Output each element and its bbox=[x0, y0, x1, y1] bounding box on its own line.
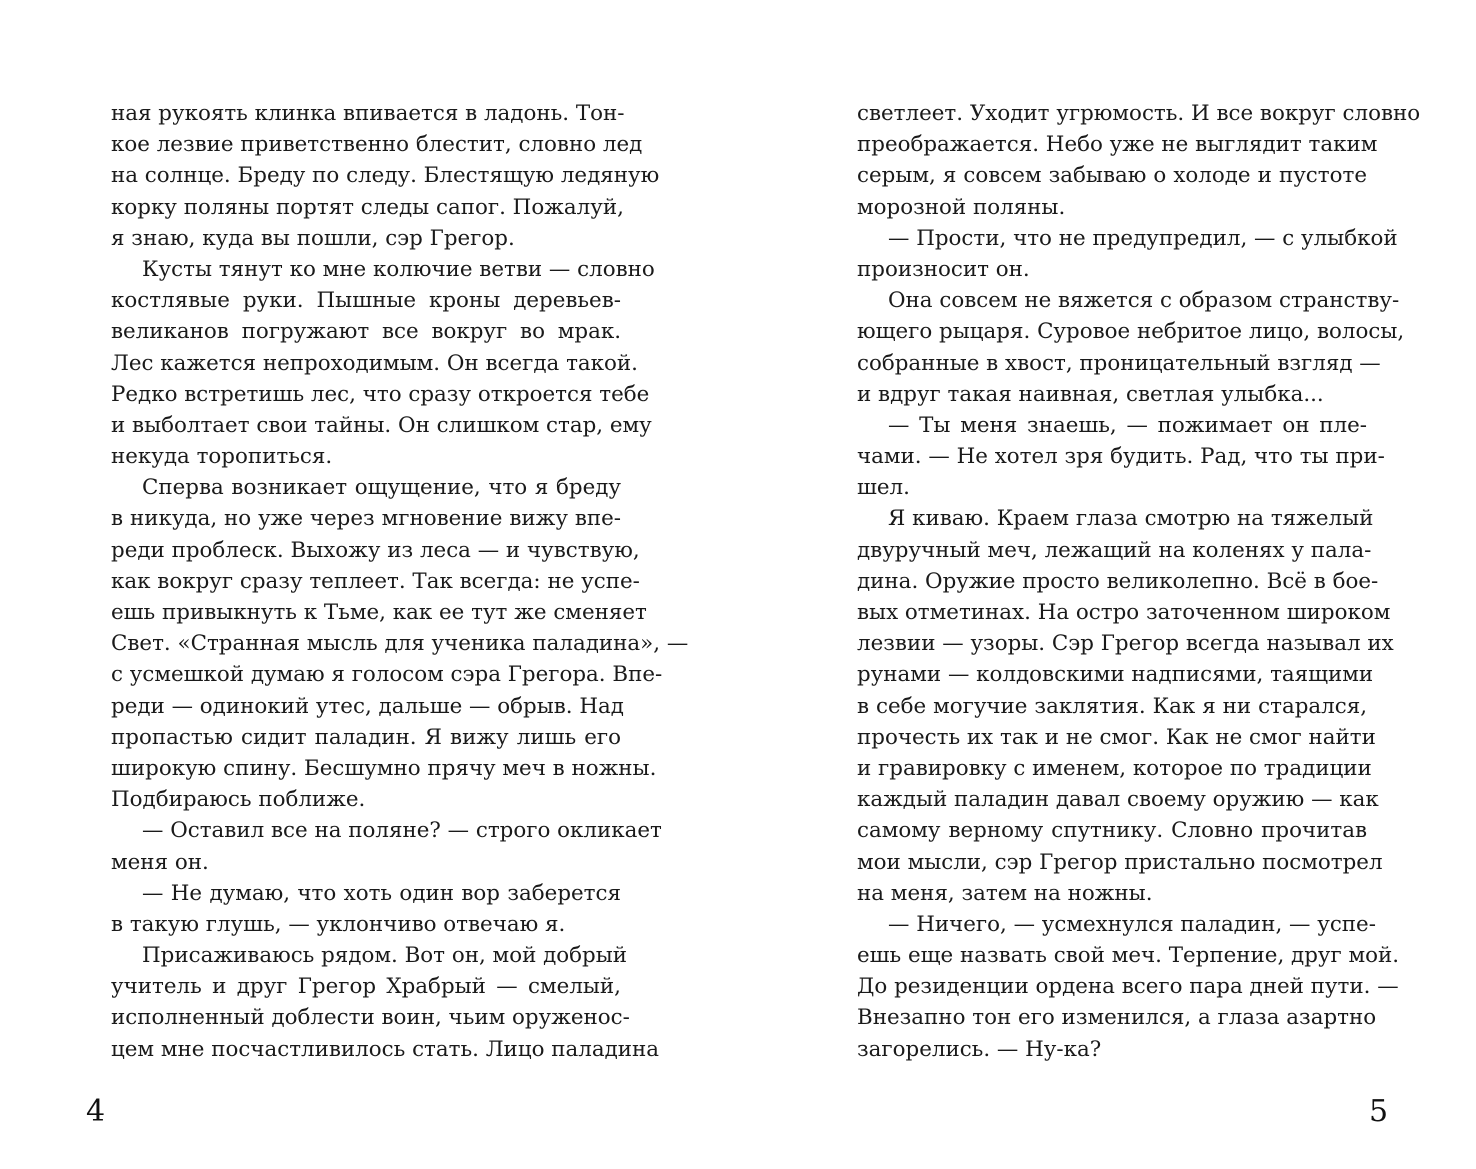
text-line: преображается. Небо уже не выглядит таким bbox=[857, 132, 1378, 158]
right-page-text bbox=[857, 98, 1421, 1065]
text-line: морозной поляны. bbox=[857, 194, 1066, 220]
text-line: некуда торопиться. bbox=[111, 444, 333, 470]
text-line: чами. — Не хотел зря будить. Рад, что ты при- bbox=[857, 444, 1385, 470]
text-line: Присаживаюсь рядом. Вот он, мой добрый bbox=[142, 943, 628, 969]
text-line: учитель и друг Грегор Храбрый — смелый, bbox=[111, 974, 621, 1000]
text-line: кое лезвие приветственно блестит, словно лед bbox=[111, 132, 643, 158]
text-line: мои мысли, сэр Грегор пристально посмотрел bbox=[857, 849, 1383, 875]
text-line: корку поляны портят следы сапог. Пожалуй, bbox=[111, 194, 624, 220]
text-line: в такую глушь, — уклончиво отвечаю я. bbox=[111, 911, 566, 937]
text-line: великанов погружают все вокруг во мрак. bbox=[111, 319, 621, 345]
text-line: вых отметинах. На остро заточенном широком bbox=[857, 600, 1391, 625]
text-line: в себе могучие заклятия. Как я ни старался, bbox=[857, 693, 1367, 719]
text-line: — Ты меня знаешь, — пожимает он пле- bbox=[888, 412, 1367, 438]
text-line: реди — одинокий утес, дальше — обрыв. Над bbox=[111, 693, 624, 719]
text-line: — Ничего, — усмехнулся паладин, — успе- bbox=[888, 911, 1376, 937]
page-number-left: 4 bbox=[86, 1094, 106, 1129]
text-line: Кусты тянут ко мне колючие ветви — словно bbox=[142, 256, 655, 282]
text-line: Она совсем не вяжется с образом странству- bbox=[888, 288, 1400, 314]
text-line: я знаю, куда вы пошли, сэр Грегор. bbox=[111, 225, 515, 251]
text-line: в никуда, но уже через мгновение вижу впе- bbox=[111, 506, 621, 532]
text-line: рунами — колдовскими надписями, таящими bbox=[857, 662, 1374, 688]
text-line: ная рукоять клинка впивается в ладонь. Тон- bbox=[111, 101, 625, 126]
text-line: произносит он. bbox=[857, 256, 1030, 282]
text-line: самому верному спутнику. Словно прочитав bbox=[857, 818, 1367, 844]
text-line: загорелись. — Ну-ка? bbox=[857, 1036, 1102, 1062]
text-line: Подбираюсь поближе. bbox=[111, 787, 366, 813]
text-line: Я киваю. Краем глаза смотрю на тяжелый bbox=[888, 506, 1374, 532]
text-line: Лес кажется непроходимым. Он всегда такой. bbox=[111, 350, 638, 376]
text-line: и гравировку с именем, которое по традиции bbox=[857, 755, 1372, 781]
text-line: пропастью сидит паладин. Я вижу лишь его bbox=[111, 724, 621, 750]
text-line: — Прости, что не предупредил, — с улыбкой bbox=[888, 225, 1398, 251]
text-line: ешь еще назвать свой меч. Терпение, друг мой. bbox=[857, 943, 1400, 969]
text-line: шел. bbox=[857, 475, 910, 501]
text-line: светлеет. Уходит угрюмость. И все вокруг словно bbox=[857, 101, 1421, 126]
text-line: — Не думаю, что хоть один вор заберется bbox=[142, 880, 621, 906]
text-line: реди проблеск. Выхожу из леса — и чувствую, bbox=[111, 537, 640, 563]
page-number-right: 5 bbox=[1369, 1094, 1389, 1129]
text-line: и вдруг такая наивная, светлая улыбка... bbox=[857, 381, 1324, 407]
text-line: на меня, затем на ножны. bbox=[857, 880, 1153, 906]
text-line: как вокруг сразу теплеет. Так всегда: не успе- bbox=[111, 568, 640, 594]
text-line: серым, я совсем забываю о холоде и пустоте bbox=[857, 163, 1367, 189]
text-line: ешь привыкнуть к Тьме, как ее тут же сменяет bbox=[111, 600, 647, 625]
text-line: прочесть их так и не смог. Как не смог найти bbox=[857, 724, 1376, 750]
text-line: лезвии — узоры. Сэр Грегор всегда называл их bbox=[857, 631, 1394, 657]
text-line: ющего рыцаря. Суровое небритое лицо, волосы, bbox=[857, 319, 1405, 345]
text-line: — Оставил все на поляне? — строго окликает bbox=[142, 818, 662, 844]
text-line: дина. Оружие просто великолепно. Всё в боe- bbox=[857, 568, 1379, 594]
text-line: Сперва возникает ощущение, что я бреду bbox=[142, 475, 621, 501]
text-line: на солнце. Бреду по следу. Блестящую ледяную bbox=[111, 163, 660, 189]
text-line: цем мне посчастливилось стать. Лицо паладина bbox=[111, 1036, 660, 1062]
text-line: До резиденции ордена всего пара дней пути. — bbox=[857, 974, 1399, 1000]
text-line: каждый паладин давал своему оружию — как bbox=[857, 787, 1379, 813]
text-line: меня он. bbox=[111, 849, 209, 875]
left-page-text bbox=[111, 98, 689, 1065]
text-line: исполненный доблести воин, чьим оруженос- bbox=[111, 1005, 630, 1031]
text-line: с усмешкой думаю я голосом сэра Грегора. Впе- bbox=[111, 662, 663, 688]
text-line: широкую спину. Бесшумно прячу меч в ножны. bbox=[111, 755, 657, 781]
text-line: двуручный меч, лежащий на коленях у пала- bbox=[857, 537, 1372, 563]
text-line: костлявые руки. Пышные кроны деревьев- bbox=[111, 288, 621, 314]
text-line: и выболтает свои тайны. Он слишком стар, ему bbox=[111, 412, 652, 438]
text-line: Редко встретишь лес, что сразу откроется тебе bbox=[111, 381, 650, 407]
text-line: собранные в хвост, проницательный взгляд — bbox=[857, 350, 1381, 376]
text-line: Внезапно тон его изменился, а глаза азартно bbox=[857, 1005, 1377, 1031]
text-line: Свет. «Странная мысль для ученика паладина», — bbox=[111, 631, 689, 657]
